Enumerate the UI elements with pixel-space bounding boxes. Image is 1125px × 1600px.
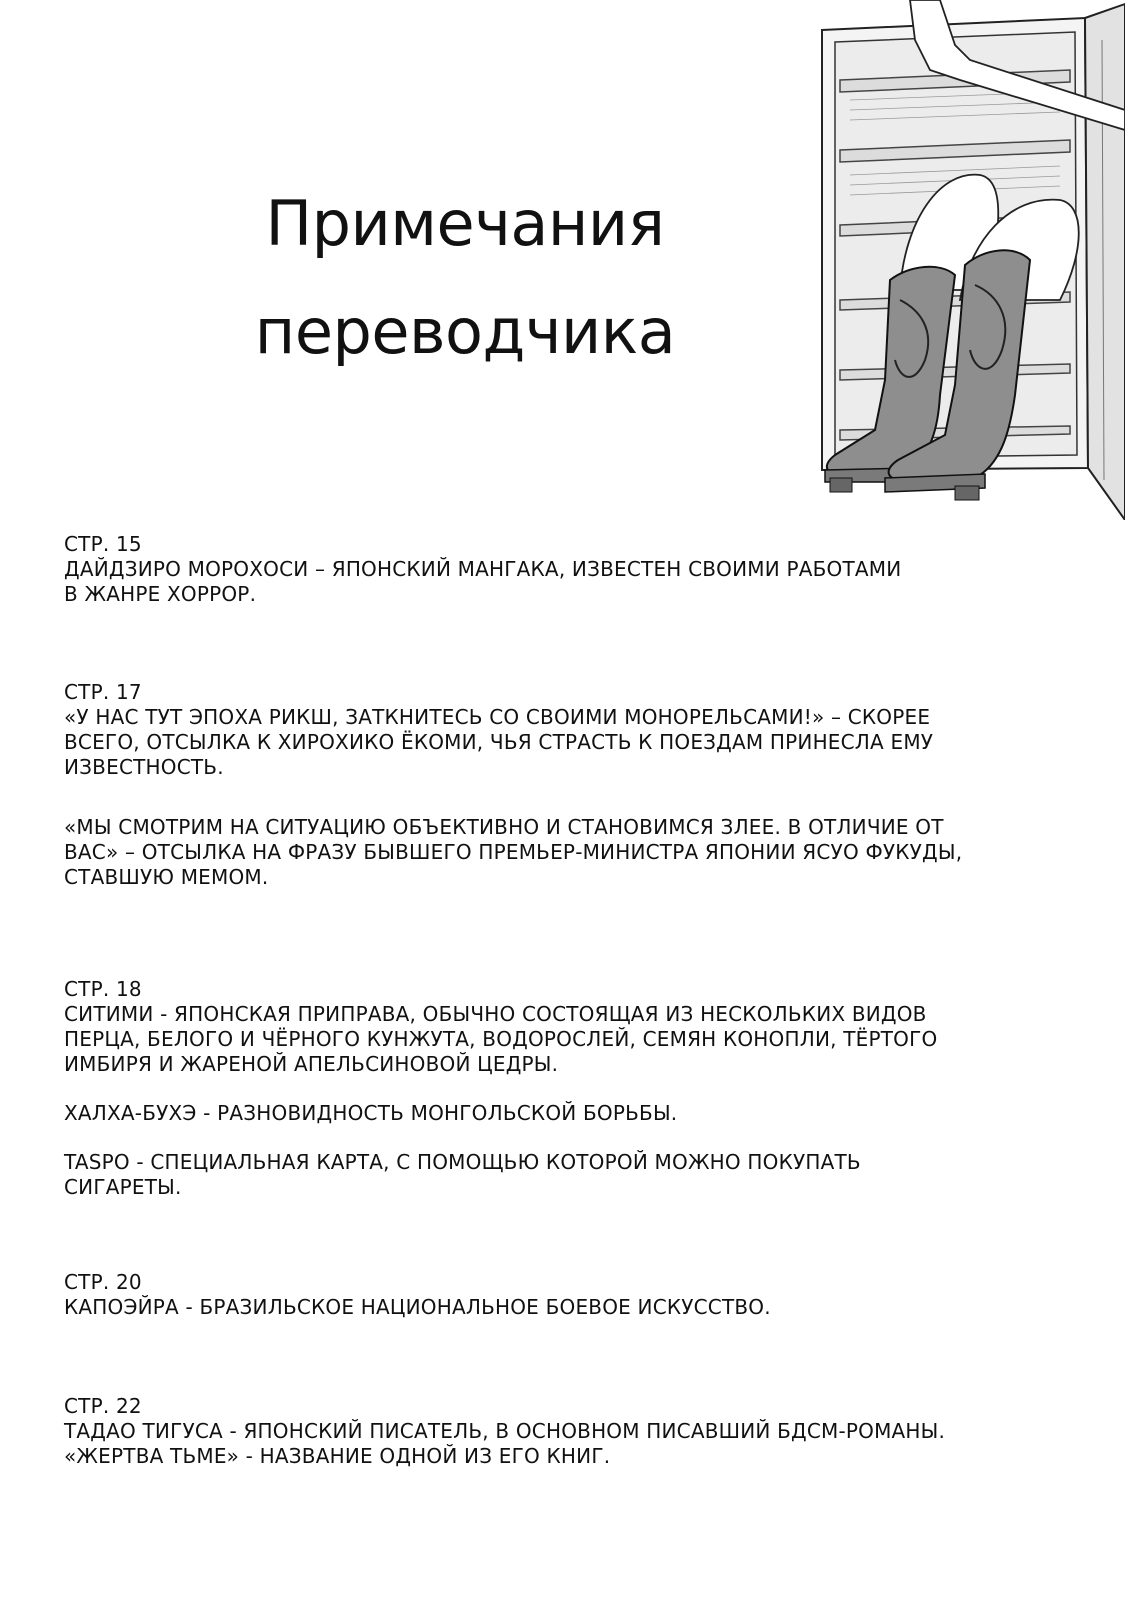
note-line: В ЖАНРЕ ХОРРОР. [64, 582, 257, 606]
note-entry [64, 1295, 1064, 1320]
note-entry [64, 815, 1064, 890]
note-line: ВАС» – ОТСЫЛКА НА ФРАЗУ БЫВШЕГО ПРЕМЬЕР-МИНИСТРА ЯПОНИИ ЯСУО ФУКУДЫ, [64, 840, 963, 864]
note-entry [64, 1002, 1064, 1077]
note-entry [64, 1150, 1064, 1200]
note-entry [64, 705, 1064, 780]
note-entry [64, 557, 1064, 607]
note-line: ВСЕГО, ОТСЫЛКА К ХИРОХИКО ЁКОМИ, ЧЬЯ СТРАСТЬ К ПОЕЗДАМ ПРИНЕСЛА ЕМУ [64, 730, 934, 754]
note-line: ПЕРЦА, БЕЛОГО И ЧЁРНОГО КУНЖУТА, ВОДОРОСЛЕЙ, СЕМЯН КОНОПЛИ, ТЁРТОГО [64, 1027, 938, 1051]
note-line: КАПОЭЙРА - БРАЗИЛЬСКОЕ НАЦИОНАЛЬНОЕ БОЕВОЕ ИСКУССТВО. [64, 1295, 771, 1319]
notes-section [64, 977, 1064, 1200]
note-line: ХАЛХА-БУХЭ - РАЗНОВИДНОСТЬ МОНГОЛЬСКОЙ БОРЬБЫ. [64, 1101, 678, 1125]
note-line: TASPO - СПЕЦИАЛЬНАЯ КАРТА, С ПОМОЩЬЮ КОТОРОЙ МОЖНО ПОКУПАТЬ [64, 1150, 861, 1174]
page-reference: СТР. 18 [64, 977, 142, 1001]
page-reference: СТР. 20 [64, 1270, 142, 1294]
note-line: ДАЙДЗИРО МОРОХОСИ – ЯПОНСКИЙ МАНГАКА, ИЗВЕСТЕН СВОИМИ РАБОТАМИ [64, 557, 902, 581]
note-line: ИМБИРЯ И ЖАРЕНОЙ АПЕЛЬСИНОВОЙ ЦЕДРЫ. [64, 1052, 559, 1076]
note-line: «МЫ СМОТРИМ НА СИТУАЦИЮ ОБЪЕКТИВНО И СТАНОВИМСЯ ЗЛЕЕ. В ОТЛИЧИЕ ОТ [64, 815, 944, 839]
notes-section [64, 1394, 1064, 1469]
note-line: ИЗВЕСТНОСТЬ. [64, 755, 224, 779]
note-line: СТАВШУЮ МЕМОМ. [64, 865, 269, 889]
notes-section [64, 680, 1064, 890]
page-title-line-1: Примечания [265, 187, 665, 260]
notes-section [64, 1270, 1064, 1320]
note-line: СИТИМИ - ЯПОНСКАЯ ПРИПРАВА, ОБЫЧНО СОСТОЯЩАЯ ИЗ НЕСКОЛЬКИХ ВИДОВ [64, 1002, 927, 1026]
note-line: ТАДАО ТИГУСА - ЯПОНСКИЙ ПИСАТЕЛЬ, В ОСНОВНОМ ПИСАВШИЙ БДСМ-РОМАНЫ. [64, 1419, 946, 1443]
note-line: «У НАС ТУТ ЭПОХА РИКШ, ЗАТКНИТЕСЬ СО СВОИМИ МОНОРЕЛЬСАМИ!» – СКОРЕЕ [64, 705, 931, 729]
note-line: «ЖЕРТВА ТЬМЕ» - НАЗВАНИЕ ОДНОЙ ИЗ ЕГО КНИГ. [64, 1444, 611, 1468]
refrigerator-boots-illustration [740, 0, 1125, 520]
page-title [230, 170, 700, 386]
note-entry [64, 1101, 1064, 1126]
note-line: СИГАРЕТЫ. [64, 1175, 182, 1199]
notes-section [64, 532, 1064, 607]
page-reference: СТР. 17 [64, 680, 142, 704]
page-reference: СТР. 15 [64, 532, 142, 556]
page-title-line-2: переводчика [254, 295, 676, 368]
page-reference: СТР. 22 [64, 1394, 142, 1418]
note-entry [64, 1419, 1064, 1469]
